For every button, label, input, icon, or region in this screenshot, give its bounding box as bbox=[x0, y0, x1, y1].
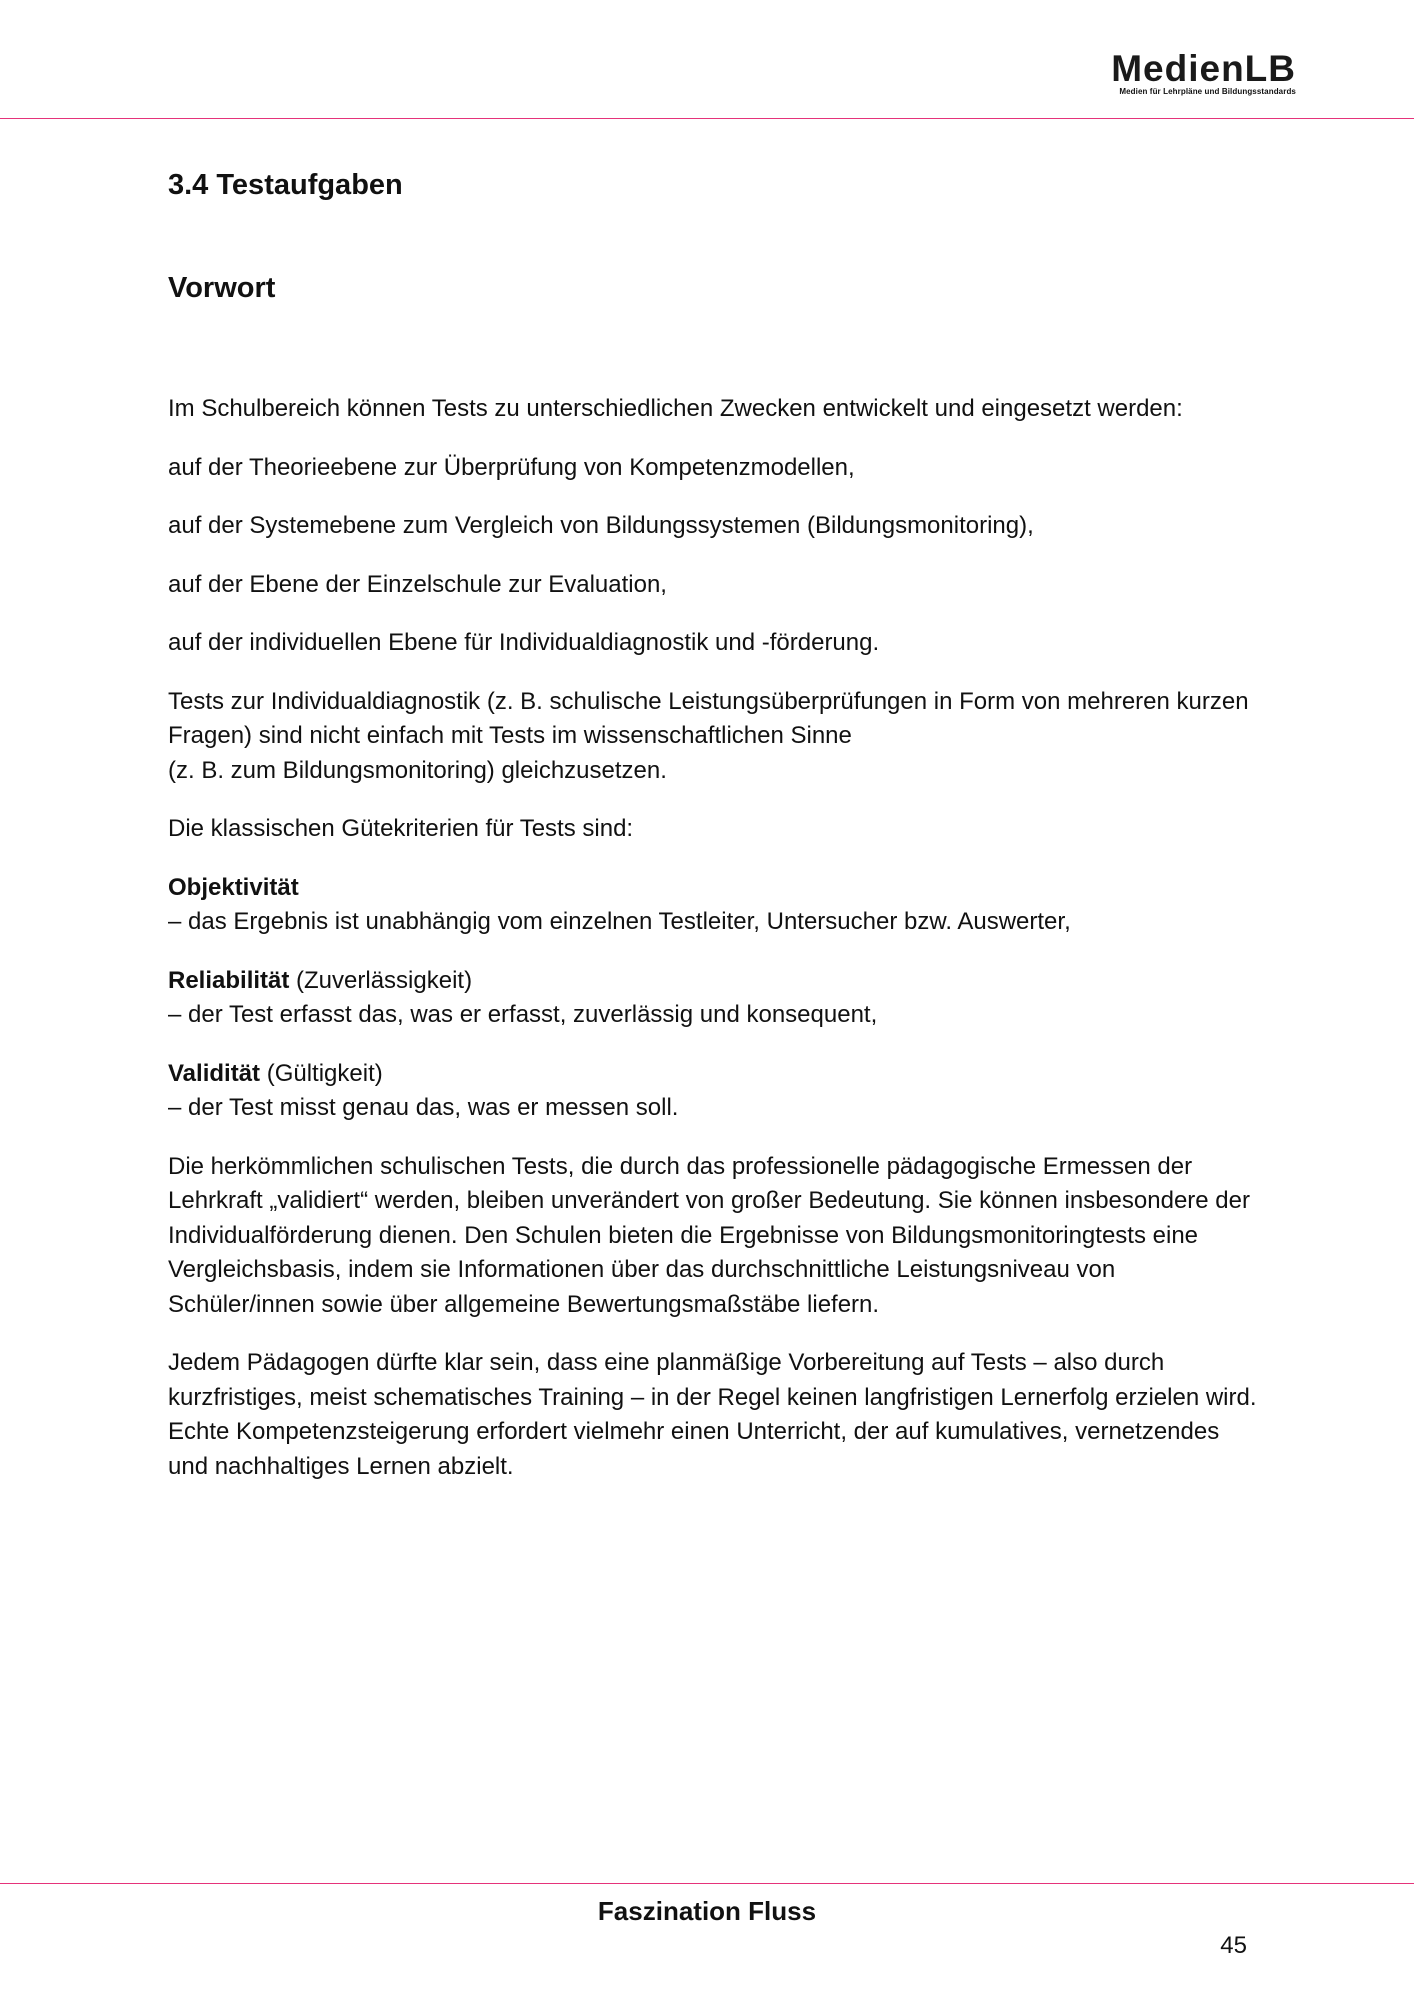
paragraph-theory-level: auf der Theorieebene zur Überprüfung von Kompetenzmodellen, bbox=[168, 453, 855, 481]
subsection-heading: Vorwort bbox=[168, 272, 276, 304]
paragraph-traditional-tests: Die herkömmlichen schulischen Tests, die durch das professionelle pädagogische Ermessen der Lehrkraft „validiert“ werden, bleiben unverändert von großer Bedeutung. Sie können insbesondere der Individualförderung dienen. Den Schulen bieten die Ergebnisse von Bildungsmonitoringtests eine Vergleichsbasis, indem sie Informationen über das durchschnittliche Leistungsniveau von Schüler/innen sowie über allgemeine Bewertungsmaßstäbe liefern. bbox=[168, 1152, 1250, 1318]
header-rule bbox=[0, 118, 1414, 119]
criterion-description: – das Ergebnis ist unabhängig vom einzelnen Testleiter, Untersucher bzw. Auswerter, bbox=[168, 908, 1071, 935]
criterion-reliability bbox=[168, 964, 1258, 1033]
logo-wordmark: MedienLB bbox=[1111, 48, 1296, 89]
logo-tagline: Medien für Lehrpläne und Bildungsstandards bbox=[1119, 87, 1296, 96]
page-content bbox=[168, 168, 1258, 1508]
paragraph-individual-level: auf der individuellen Ebene für Individualdiagnostik und -förderung. bbox=[168, 629, 880, 656]
criterion-term: Objektivität bbox=[168, 873, 299, 901]
paragraph-system-level: auf der Systemebene zum Vergleich von Bildungssystemen (Bildungsmonitoring), bbox=[168, 512, 1034, 539]
criterion-description: – der Test erfasst das, was er erfasst, zuverlässig und konsequent, bbox=[168, 1001, 878, 1028]
paragraph-criteria-intro: Die klassischen Gütekriterien für Tests sind: bbox=[168, 815, 634, 842]
criterion-note: (Zuverlässigkeit) bbox=[289, 966, 473, 994]
criterion-objectivity bbox=[168, 871, 1258, 940]
diagnostics-text-line1: Tests zur Individualdiagnostik (z. B. schulische Leistungsüberprüfungen in Form von mehreren kurzen Fragen) sind nicht einfach mit Tests im wissenschaftlichen Sinne bbox=[168, 687, 1249, 749]
body-text bbox=[168, 392, 1258, 1484]
paragraph-test-preparation: Jedem Pädagogen dürfte klar sein, dass eine planmäßige Vorbereitung auf Tests – also durch kurzfristiges, meist schematisches Training – in der Regel keinen langfristigen Lernerfolg erzielen wird. Echte Kompetenzsteigerung erfordert vielmehr einen Unterricht, der auf kumulatives, vernetzendes und nachhaltiges Lernen abzielt. bbox=[168, 1349, 1257, 1480]
criterion-validity bbox=[168, 1057, 1258, 1126]
criterion-note: (Gültigkeit) bbox=[260, 1059, 383, 1087]
footer-rule bbox=[0, 1883, 1414, 1884]
medienlb-logo bbox=[1111, 50, 1296, 96]
section-heading: 3.4 Testaufgaben bbox=[168, 169, 403, 201]
paragraph-intro: Im Schulbereich können Tests zu unterschiedlichen Zwecken entwickelt und eingesetzt werden: bbox=[168, 395, 1183, 422]
footer-title: Faszination Fluss bbox=[597, 1896, 817, 1926]
diagnostics-text-line2: (z. B. zum Bildungsmonitoring) gleichzusetzen. bbox=[168, 756, 667, 784]
criterion-description: – der Test misst genau das, was er messen soll. bbox=[168, 1094, 679, 1121]
page-number: 45 bbox=[1220, 1932, 1247, 1959]
paragraph-individual-diagnostics bbox=[168, 685, 1258, 789]
criterion-term: Validität bbox=[168, 1059, 261, 1087]
criterion-term: Reliabilität bbox=[168, 966, 290, 994]
paragraph-school-level: auf der Ebene der Einzelschule zur Evaluation, bbox=[168, 570, 667, 598]
